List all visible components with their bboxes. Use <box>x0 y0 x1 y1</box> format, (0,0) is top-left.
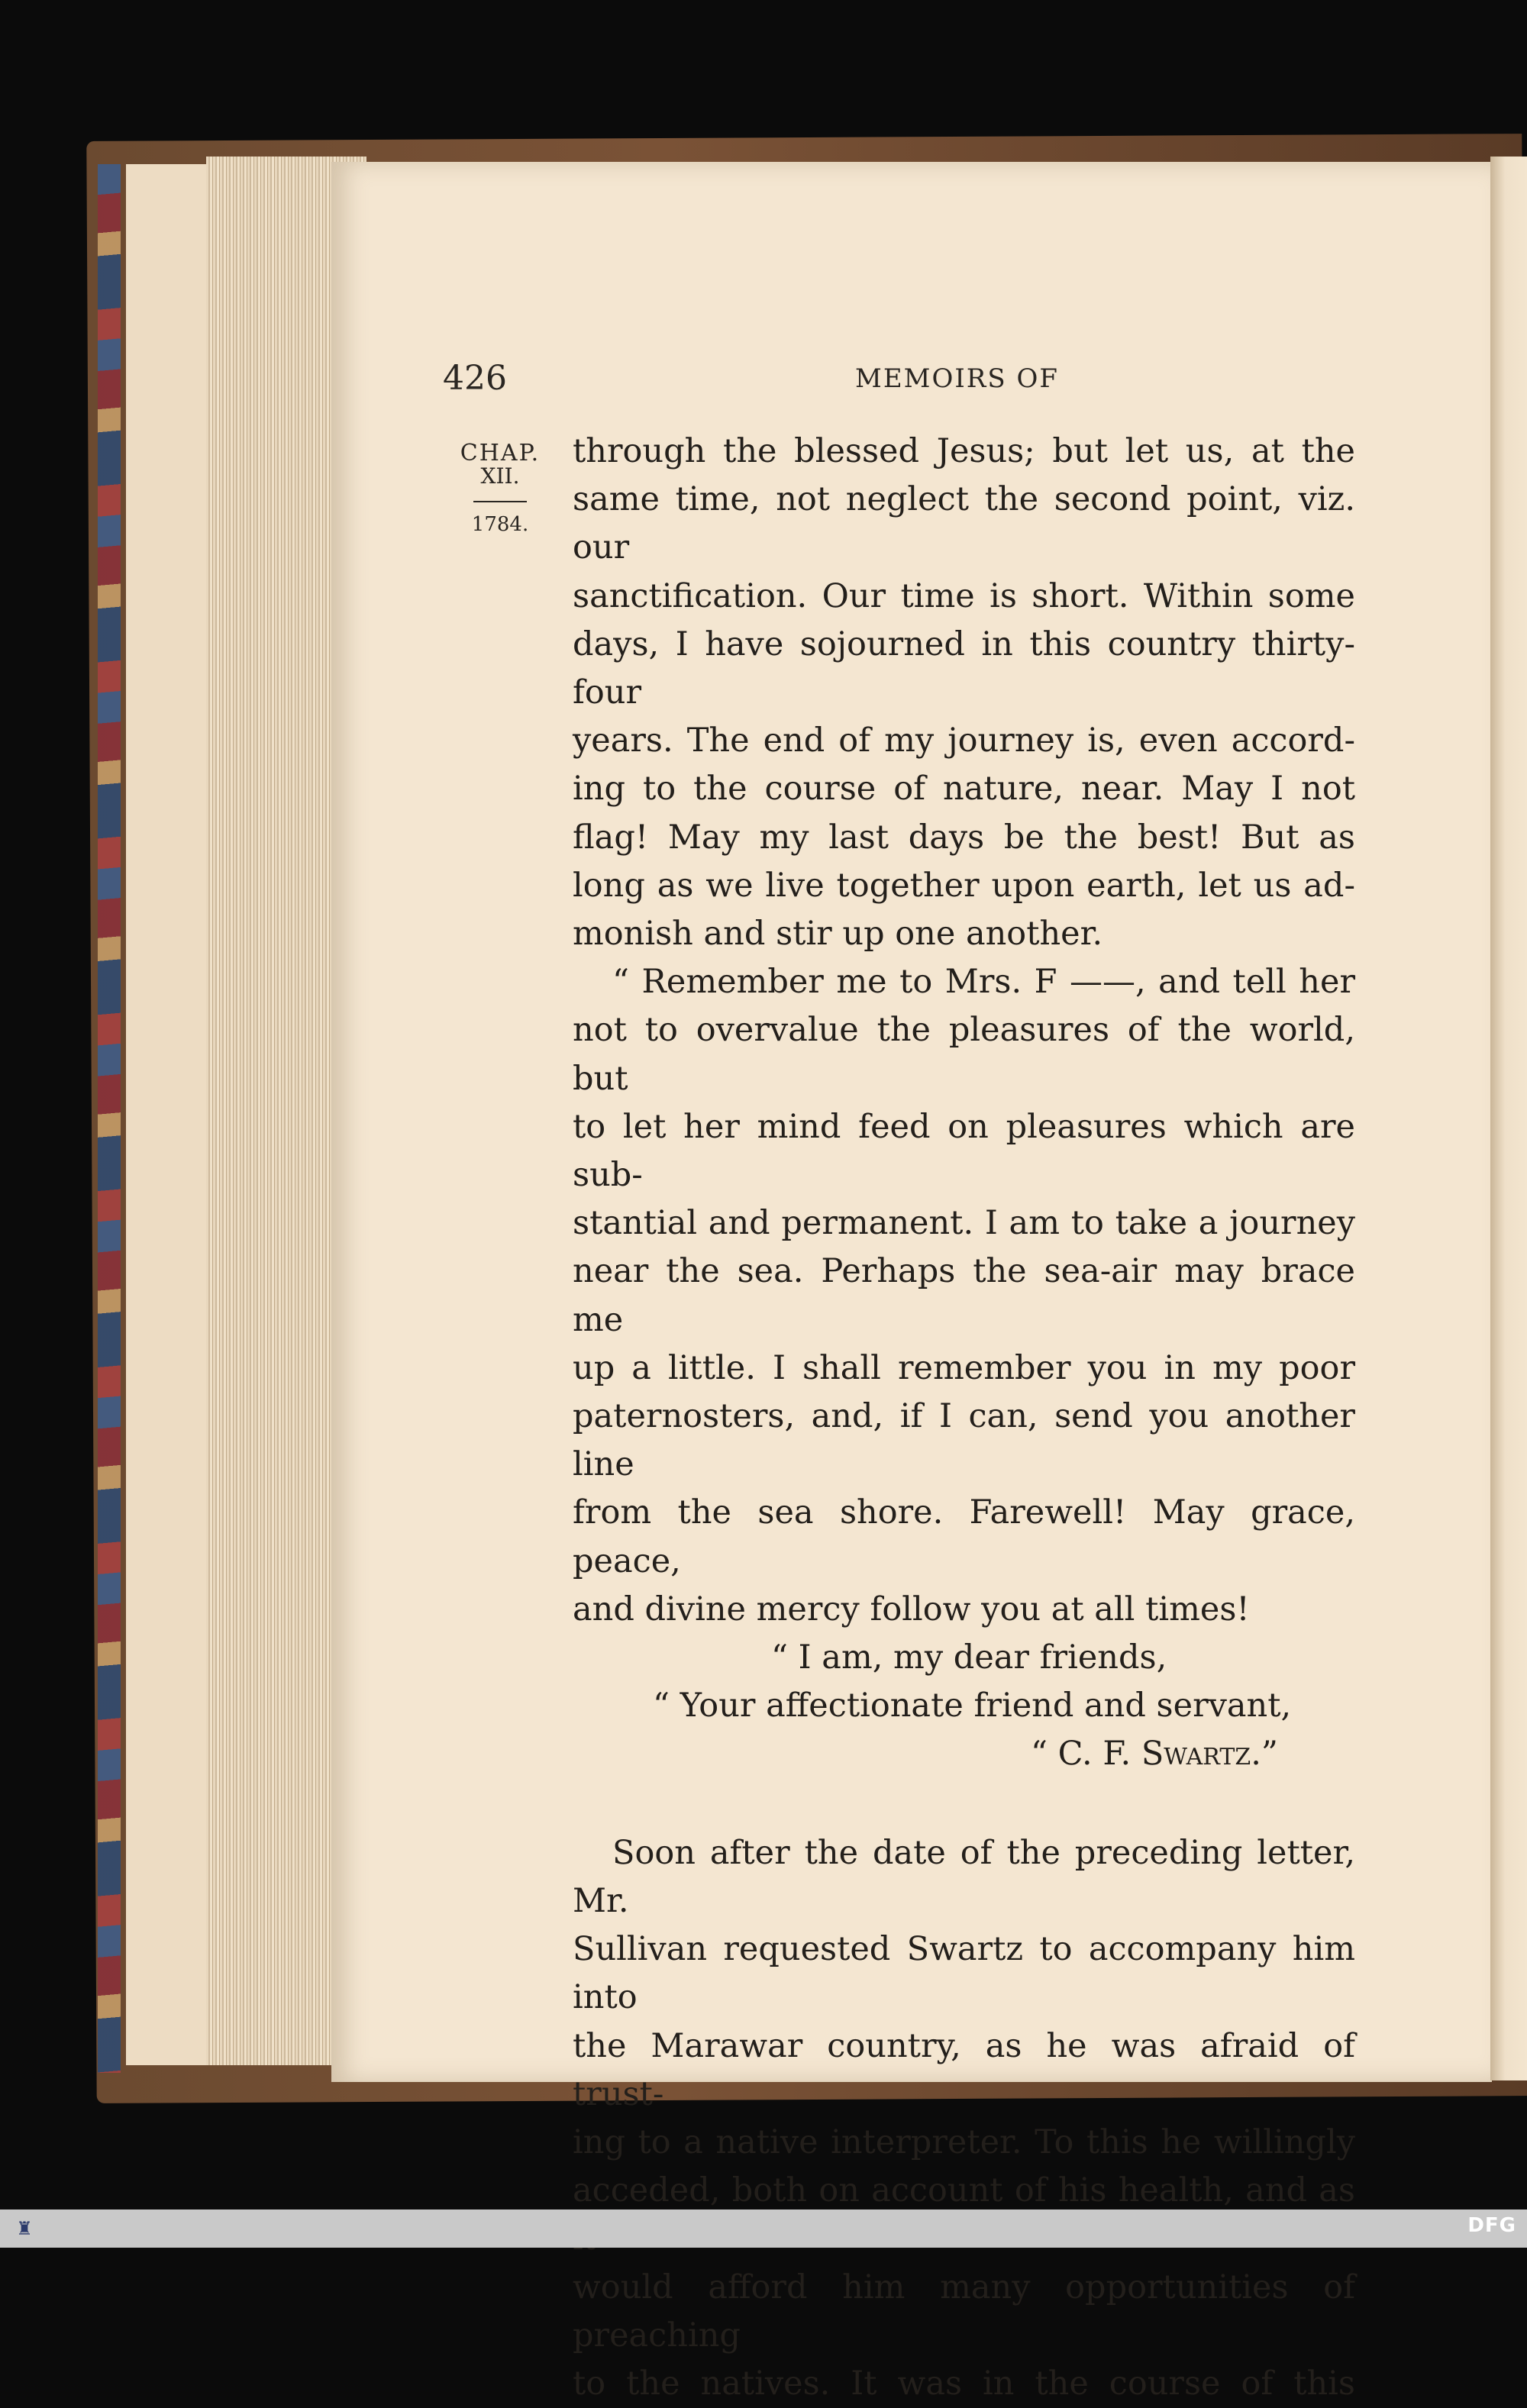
text-line: days, I have sojourned in this country thirty-four <box>573 625 1355 712</box>
signature: “ C. F. Swartz.” <box>1031 1735 1278 1774</box>
text-line: acceded, both on account of his health, and as <box>573 2171 1355 2210</box>
text-line: ing to the course of nature, near. May I not <box>573 770 1355 809</box>
text-line: Soon after the date of the preceding letter, Mr. <box>573 1833 1355 1920</box>
margin-year: 1784. <box>471 512 529 536</box>
text-line: not to overvalue the pleasures of the world, but <box>573 1011 1355 1098</box>
text-line: flag! May my last days be the best! But as <box>573 818 1355 857</box>
viewer-footer-bar <box>0 2209 1527 2248</box>
dfg-mark: DFG <box>1467 2214 1516 2237</box>
margin-rule <box>473 501 527 502</box>
text-line: to the natives. It was in the course of this <box>573 2364 1355 2403</box>
library-logo-icon: ♜ <box>16 2218 33 2239</box>
text-line: through the blessed Jesus; but let us, at the <box>573 432 1355 470</box>
chapter-number: XII. <box>480 463 520 489</box>
text-line: near the sea. Perhaps the sea-air may brace me <box>573 1252 1355 1339</box>
chapter-label: CHAP. <box>460 440 541 466</box>
facing-page-edge <box>1490 157 1527 2080</box>
paragraph-gap <box>573 1779 1355 1829</box>
body-text <box>573 428 1355 2408</box>
text-line: same time, not neglect the second point, viz. our <box>573 480 1355 567</box>
text-line: from the sea shore. Farewell! May grace, peace, <box>573 1493 1355 1580</box>
closing-salutation: “ Your affectionate friend and servant, <box>653 1687 1292 1725</box>
text-line: monish and stir up one another. <box>573 915 1103 954</box>
page-number: 426 <box>443 359 507 398</box>
text-line: years. The end of my journey is, even accord- <box>573 721 1355 760</box>
text-line: “ Remember me to Mrs. F ——, and tell her <box>612 963 1355 1002</box>
text-line: sanctification. Our time is short. Within some <box>573 576 1355 615</box>
text-line: the Marawar country, as he was afraid of trust- <box>573 2026 1355 2113</box>
closing-greeting: “ I am, my dear friends, <box>771 1638 1167 1677</box>
running-head <box>443 359 1359 405</box>
text-line: would afford him many opportunities of preaching <box>573 2268 1355 2355</box>
text-line: up a little. I shall remember you in my poor <box>573 1348 1355 1387</box>
text-line: to let her mind feed on pleasures which are sub- <box>573 1107 1355 1195</box>
text-line: and divine mercy follow you at all times! <box>573 1590 1250 1628</box>
text-line: long as we live together upon earth, let us ad- <box>573 866 1355 905</box>
text-line: Sullivan requested Swartz to accompany him into <box>573 1930 1355 2017</box>
left-endpaper <box>126 164 210 2065</box>
margin-note <box>458 441 542 536</box>
text-line: ing to a native interpreter. To this he willingly <box>573 2122 1355 2161</box>
text-line: paternosters, and, if I can, send you another line <box>573 1397 1355 1484</box>
text-line: stantial and permanent. I am to take a journey <box>573 1204 1355 1243</box>
running-title: MEMOIRS OF <box>855 363 1059 394</box>
marbled-edge <box>98 164 121 2073</box>
